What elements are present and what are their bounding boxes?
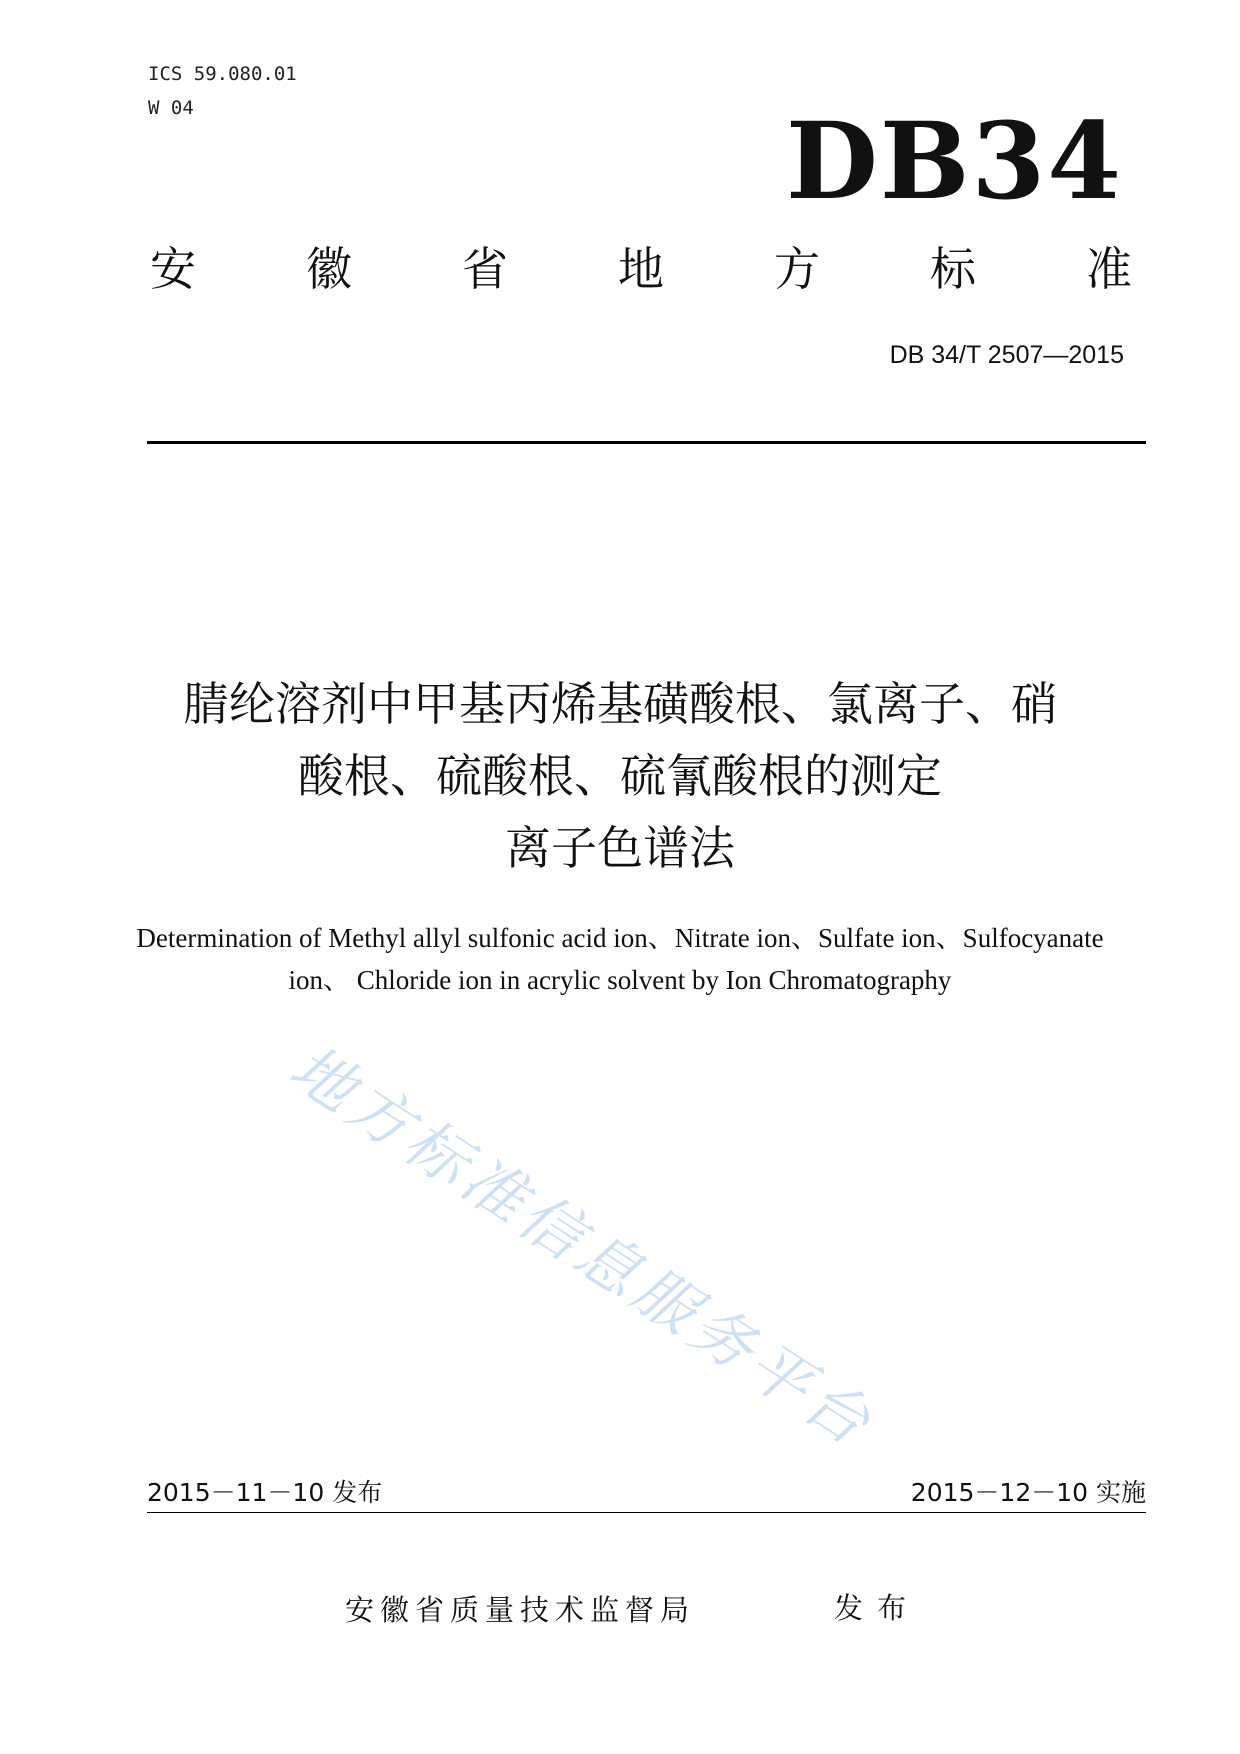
authority-char: 省	[462, 242, 508, 296]
issue-date: 2015－11－10 发布	[147, 1478, 383, 1507]
issuing-authority: 安徽省质量技术监督局	[345, 1593, 696, 1627]
title-cn-line: 离子色谱法	[505, 821, 735, 875]
top-divider	[147, 441, 1146, 444]
title-english	[100, 917, 1140, 1001]
authority-char: 方	[774, 242, 820, 296]
standard-logo: DB34	[785, 98, 1123, 223]
title-en-line: Determination of Methyl allyl sulfonic acid ion、Nitrate ion、Sulfate ion、Sulfocyanate	[136, 923, 1104, 953]
bottom-divider	[147, 1512, 1146, 1513]
watermark: 地方标准信息服务平台	[277, 1030, 888, 1462]
title-cn-line: 酸根、硫酸根、硫氰酸根的测定	[298, 749, 942, 803]
authority-char: 地	[618, 242, 664, 296]
authority-char: 安	[150, 242, 196, 296]
title-en-line: ion、 Chloride ion in acrylic solvent by Ion Chromatography	[288, 965, 952, 995]
authority-char: 徽	[306, 242, 352, 296]
authority-heading	[150, 240, 1132, 298]
title-chinese	[100, 668, 1140, 884]
category-code: W 04	[148, 97, 194, 119]
title-cn-line: 腈纶溶剂中甲基丙烯基磺酸根、氯离子、硝	[183, 677, 1057, 731]
issuer-action: 发布	[834, 1591, 921, 1625]
authority-char: 准	[1086, 242, 1132, 296]
authority-char: 标	[930, 242, 976, 296]
implementation-date: 2015－12－10 实施	[910, 1478, 1146, 1507]
ics-code: ICS 59.080.01	[148, 63, 297, 85]
document-number: DB 34/T 2507—2015	[889, 341, 1124, 369]
